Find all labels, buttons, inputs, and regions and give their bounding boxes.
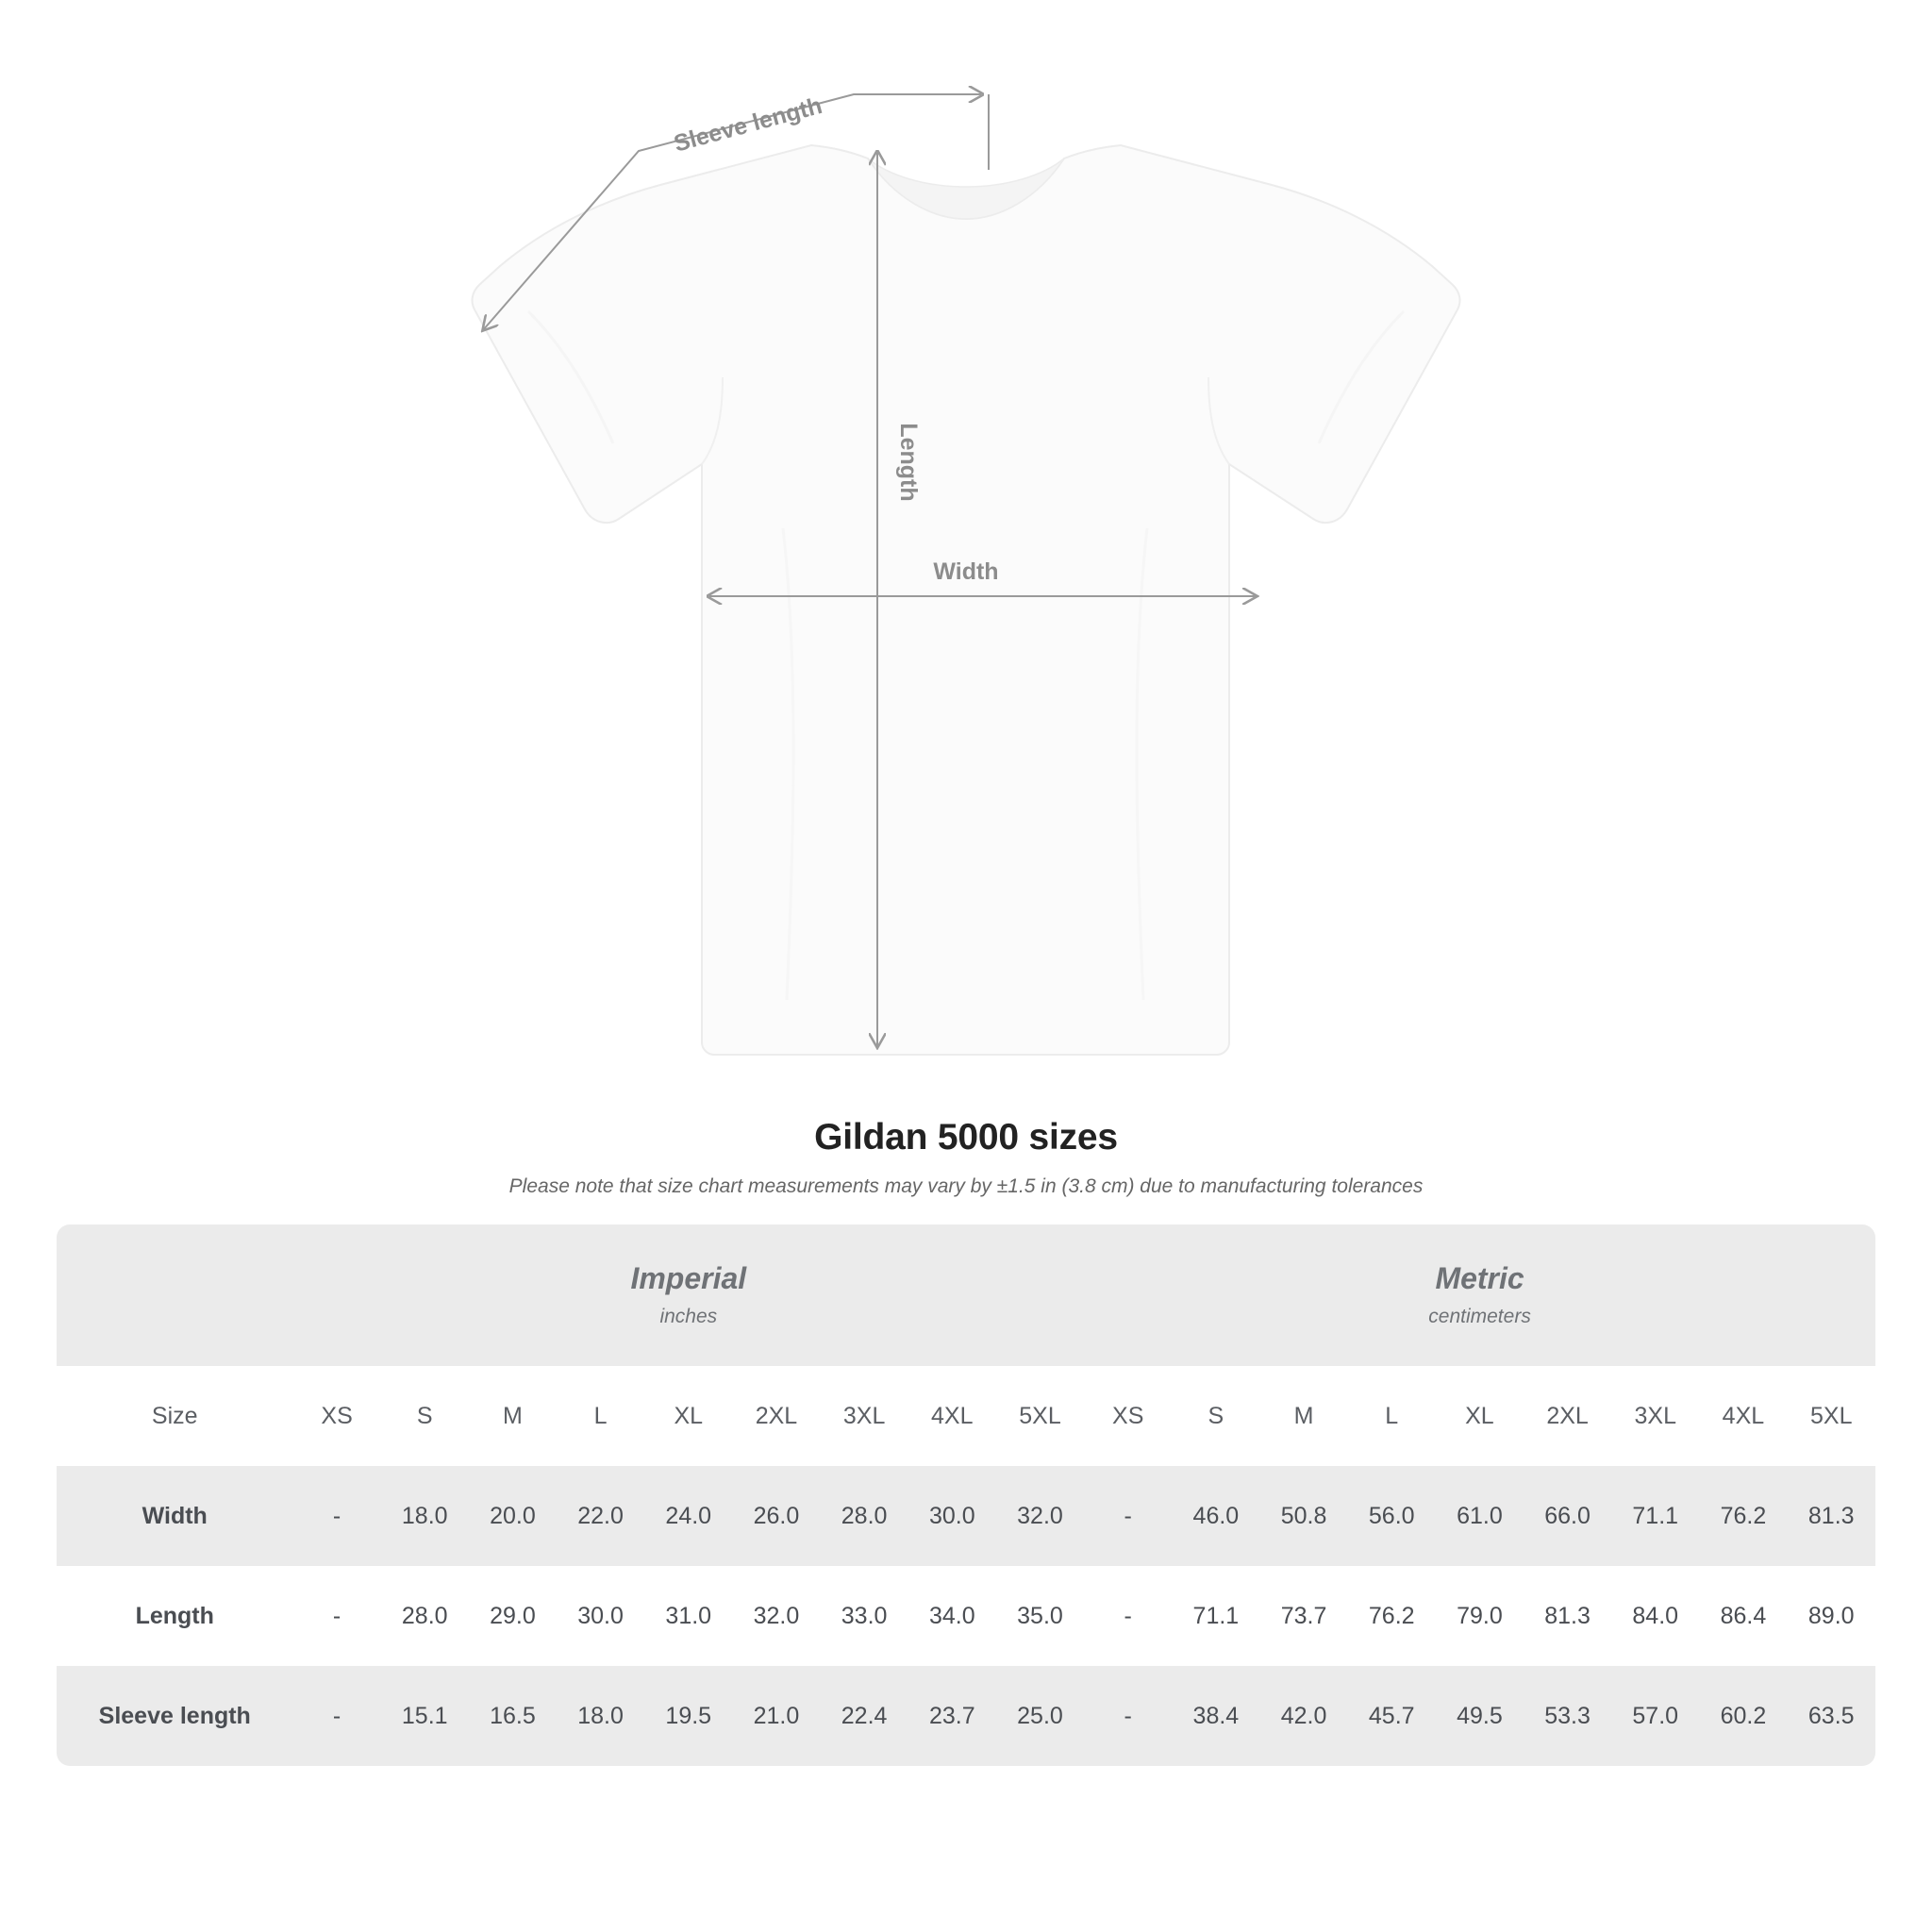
cell-width-imperial-m: 20.0 bbox=[469, 1466, 557, 1566]
size-table-wrapper bbox=[57, 1224, 1875, 1766]
cell-length-imperial-l: 30.0 bbox=[557, 1566, 644, 1666]
unit-header-metric bbox=[1084, 1224, 1875, 1366]
cell-length-imperial-s: 28.0 bbox=[381, 1566, 469, 1666]
cell-sleeve-metric-l: 45.7 bbox=[1348, 1666, 1436, 1766]
cell-length-metric-xs: - bbox=[1084, 1566, 1172, 1666]
cell-sleeve-metric-5xl: 63.5 bbox=[1788, 1666, 1876, 1766]
cell-sleeve-imperial-m: 16.5 bbox=[469, 1666, 557, 1766]
cell-width-imperial-s: 18.0 bbox=[381, 1466, 469, 1566]
cell-length-metric-l: 76.2 bbox=[1348, 1566, 1436, 1666]
cell-sleeve-imperial-2xl: 21.0 bbox=[732, 1666, 820, 1766]
cell-width-imperial-2xl: 26.0 bbox=[732, 1466, 820, 1566]
size-header-metric-3xl: 3XL bbox=[1611, 1366, 1699, 1466]
unit-name-imperial: Imperial bbox=[630, 1261, 747, 1296]
cell-length-metric-3xl: 84.0 bbox=[1611, 1566, 1699, 1666]
cell-width-metric-m: 50.8 bbox=[1259, 1466, 1347, 1566]
chart-title: Gildan 5000 sizes bbox=[814, 1117, 1118, 1158]
cell-sleeve-imperial-5xl: 25.0 bbox=[996, 1666, 1084, 1766]
cell-width-metric-l: 56.0 bbox=[1348, 1466, 1436, 1566]
size-header-imperial-l: L bbox=[557, 1366, 644, 1466]
cell-length-imperial-2xl: 32.0 bbox=[732, 1566, 820, 1666]
cell-width-metric-2xl: 66.0 bbox=[1524, 1466, 1611, 1566]
table-row bbox=[57, 1466, 1875, 1566]
cell-sleeve-imperial-xs: - bbox=[292, 1666, 380, 1766]
unit-header-spacer bbox=[57, 1224, 292, 1366]
unit-name-metric: Metric bbox=[1435, 1261, 1524, 1296]
cell-length-imperial-xs: - bbox=[292, 1566, 380, 1666]
size-header-imperial-m: M bbox=[469, 1366, 557, 1466]
size-header-imperial-4xl: 4XL bbox=[908, 1366, 996, 1466]
row-label-width: Width bbox=[57, 1466, 292, 1566]
unit-header-imperial bbox=[292, 1224, 1084, 1366]
size-header-imperial-xl: XL bbox=[644, 1366, 732, 1466]
cell-sleeve-metric-4xl: 60.2 bbox=[1699, 1666, 1787, 1766]
cell-length-metric-s: 71.1 bbox=[1172, 1566, 1259, 1666]
size-header-row bbox=[57, 1366, 1875, 1466]
cell-width-metric-xs: - bbox=[1084, 1466, 1172, 1566]
unit-header-row bbox=[57, 1224, 1875, 1366]
size-table bbox=[57, 1224, 1875, 1766]
cell-sleeve-metric-3xl: 57.0 bbox=[1611, 1666, 1699, 1766]
cell-sleeve-imperial-l: 18.0 bbox=[557, 1666, 644, 1766]
size-header-metric-2xl: 2XL bbox=[1524, 1366, 1611, 1466]
cell-sleeve-imperial-xl: 19.5 bbox=[644, 1666, 732, 1766]
cell-length-metric-4xl: 86.4 bbox=[1699, 1566, 1787, 1666]
size-header-metric-5xl: 5XL bbox=[1788, 1366, 1876, 1466]
size-header-metric-l: L bbox=[1348, 1366, 1436, 1466]
cell-width-metric-4xl: 76.2 bbox=[1699, 1466, 1787, 1566]
cell-sleeve-metric-xl: 49.5 bbox=[1436, 1666, 1524, 1766]
cell-width-metric-3xl: 71.1 bbox=[1611, 1466, 1699, 1566]
table-row bbox=[57, 1666, 1875, 1766]
title-block bbox=[0, 1117, 1932, 1198]
size-header-label: Size bbox=[57, 1366, 292, 1466]
cell-width-imperial-5xl: 32.0 bbox=[996, 1466, 1084, 1566]
size-header-imperial-5xl: 5XL bbox=[996, 1366, 1084, 1466]
row-label-length: Length bbox=[57, 1566, 292, 1666]
cell-length-imperial-5xl: 35.0 bbox=[996, 1566, 1084, 1666]
cell-length-metric-m: 73.7 bbox=[1259, 1566, 1347, 1666]
cell-length-imperial-xl: 31.0 bbox=[644, 1566, 732, 1666]
cell-width-metric-xl: 61.0 bbox=[1436, 1466, 1524, 1566]
size-header-imperial-s: S bbox=[381, 1366, 469, 1466]
size-header-imperial-2xl: 2XL bbox=[732, 1366, 820, 1466]
size-header-metric-m: M bbox=[1259, 1366, 1347, 1466]
cell-width-imperial-xs: - bbox=[292, 1466, 380, 1566]
tshirt-shape bbox=[473, 145, 1460, 1055]
width-label: Width bbox=[933, 558, 999, 585]
sleeve-length-label: Sleeve length bbox=[671, 92, 825, 158]
size-header-metric-s: S bbox=[1172, 1366, 1259, 1466]
cell-sleeve-metric-s: 38.4 bbox=[1172, 1666, 1259, 1766]
unit-sub-imperial: inches bbox=[659, 1305, 718, 1327]
cell-sleeve-metric-xs: - bbox=[1084, 1666, 1172, 1766]
cell-length-metric-5xl: 89.0 bbox=[1788, 1566, 1876, 1666]
cell-length-imperial-m: 29.0 bbox=[469, 1566, 557, 1666]
cell-width-imperial-3xl: 28.0 bbox=[821, 1466, 908, 1566]
cell-width-metric-5xl: 81.3 bbox=[1788, 1466, 1876, 1566]
row-label-sleeve-length: Sleeve length bbox=[57, 1666, 292, 1766]
cell-length-imperial-3xl: 33.0 bbox=[821, 1566, 908, 1666]
cell-sleeve-metric-m: 42.0 bbox=[1259, 1666, 1347, 1766]
cell-length-metric-2xl: 81.3 bbox=[1524, 1566, 1611, 1666]
cell-width-imperial-4xl: 30.0 bbox=[908, 1466, 996, 1566]
table-row bbox=[57, 1566, 1875, 1666]
unit-sub-metric: centimeters bbox=[1428, 1305, 1531, 1327]
cell-length-metric-xl: 79.0 bbox=[1436, 1566, 1524, 1666]
cell-width-metric-s: 46.0 bbox=[1172, 1466, 1259, 1566]
cell-width-imperial-l: 22.0 bbox=[557, 1466, 644, 1566]
chart-note: Please note that size chart measurements may vary by ±1.5 in (3.8 cm) due to manufacturing tolerances bbox=[508, 1175, 1424, 1197]
length-label: Length bbox=[895, 423, 922, 502]
cell-width-imperial-xl: 24.0 bbox=[644, 1466, 732, 1566]
size-header-metric-4xl: 4XL bbox=[1699, 1366, 1787, 1466]
size-header-imperial-3xl: 3XL bbox=[821, 1366, 908, 1466]
cell-sleeve-metric-2xl: 53.3 bbox=[1524, 1666, 1611, 1766]
cell-sleeve-imperial-s: 15.1 bbox=[381, 1666, 469, 1766]
cell-length-imperial-4xl: 34.0 bbox=[908, 1566, 996, 1666]
size-header-metric-xs: XS bbox=[1084, 1366, 1172, 1466]
size-header-metric-xl: XL bbox=[1436, 1366, 1524, 1466]
cell-sleeve-imperial-3xl: 22.4 bbox=[821, 1666, 908, 1766]
size-header-imperial-xs: XS bbox=[292, 1366, 380, 1466]
cell-sleeve-imperial-4xl: 23.7 bbox=[908, 1666, 996, 1766]
